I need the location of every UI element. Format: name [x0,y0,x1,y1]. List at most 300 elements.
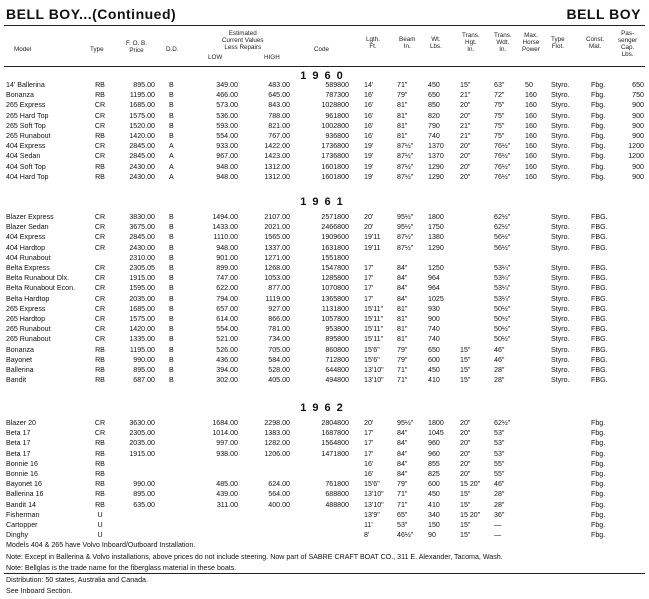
cell-material: FBG. [591,264,608,272]
cell-value-low: 997.00 [216,439,238,448]
cell-trans-width: 46" [494,355,505,364]
cell-weight: 1250 [428,264,444,272]
cell-dd: B [169,355,174,364]
cell-trans-height: 15" [460,366,471,374]
cell-price: 1195.00 [129,91,155,100]
footnote: See Inboard Section. [6,587,73,595]
table-row [0,375,649,385]
cell-code: 589800 [325,81,349,89]
table-row [0,162,649,172]
cell-value-low: 521.00 [216,335,238,344]
cell-type: CR [94,233,106,242]
cell-flotation: Styro. [551,81,570,89]
year-heading: 1962 [300,402,349,414]
table-row [0,530,649,540]
cell-model: Belta Runabout Econ. [6,284,76,293]
cell-model: 265 Runabout [6,335,51,344]
cell-value-high: 400.00 [268,500,290,509]
cell-dd: B [169,325,174,334]
cell-model: Blazer Express [6,213,54,221]
table-row [0,273,649,283]
table-row [0,334,649,344]
cell-length: 15'11" [364,315,384,323]
cell-type: RB [95,376,105,385]
cell-code: 1131800 [321,304,349,313]
cell-capacity: 650 [632,81,644,89]
cell-beam: 71" [397,500,408,509]
cell-length: 19' [364,162,374,171]
cell-trans-width: 62½" [494,213,511,221]
cell-price: 2845.00 [129,152,155,161]
cell-dd: A [169,142,174,151]
cell-type: U [97,521,103,529]
cell-price: 990.00 [133,480,155,489]
cell-flotation: Styro. [551,91,570,100]
col-max-hp: Max. Horse Power [522,32,540,53]
cell-weight: 650 [428,345,440,354]
cell-beam: 81" [397,335,408,344]
cell-value-high: 1271.00 [264,253,290,262]
cell-flotation: Styro. [551,284,570,293]
cell-beam: 87½" [397,243,414,252]
cell-flotation: Styro. [551,172,570,181]
cell-price: 1195.00 [129,345,155,354]
cell-material: Fbg. [591,480,606,489]
cell-model: 14' Ballerina [6,81,45,89]
table-row [0,232,649,242]
cell-code: 1601800 [321,172,349,181]
cell-material: Fbg. [591,490,606,499]
cell-length: 13'9" [364,510,380,519]
cell-trans-width: 55" [494,459,505,468]
cell-beam: 84" [397,264,408,272]
table-row [0,294,649,304]
col-type: Type [90,46,104,53]
cell-trans-height: 15" [460,531,471,540]
cell-dd: B [169,91,174,100]
cell-trans-width: 28" [494,366,505,374]
cell-material: Fbg. [591,521,606,529]
cell-beam: 87½" [397,233,414,242]
cell-model: 404 Express [6,233,46,242]
cell-value-high: 1565.00 [264,233,290,242]
cell-weight: 600 [428,480,440,489]
col-mat: Const. Mat. [586,36,605,50]
cell-trans-height: 20" [460,101,471,110]
cell-trans-width: 76½" [494,162,511,171]
cell-beam: 65" [397,510,408,519]
cell-weight: 90 [428,531,436,540]
cell-material: Fbg. [591,500,606,509]
table-row [0,520,649,530]
col-trans-hgt: Trans. Hgt. In. [462,32,480,53]
cell-length: 11' [364,521,373,529]
cell-value-high: 1282.00 [264,439,290,448]
cell-beam: 87½" [397,142,414,151]
cell-flotation: Styro. [551,376,570,385]
cell-beam: 84" [397,470,408,478]
cell-beam: 87½" [397,172,414,181]
cell-weight: 450 [428,81,440,89]
cell-length: 13'10" [364,366,384,374]
cell-code: 1028800 [321,101,349,110]
cell-dd: B [169,345,174,354]
cell-material: Fbg. [591,172,606,181]
cell-price: 2035.00 [129,439,155,448]
cell-value-low: 933.00 [216,142,238,151]
cell-model: Cartopper [6,521,38,529]
col-dd: D.D. [166,46,179,53]
cell-weight: 600 [428,355,440,364]
cell-length: 17' [364,439,374,448]
cell-value-high: 2107.00 [264,213,290,221]
cell-code: 895800 [325,335,349,344]
cell-value-low: 899.00 [216,264,238,272]
cell-weight: 340 [428,510,440,519]
table-row [0,304,649,314]
table-row [0,253,649,263]
cell-length: 16' [364,101,374,110]
table-row [0,90,649,100]
cell-flotation: Styro. [551,366,570,374]
cell-model: Bayonet [6,355,33,364]
cell-value-high: 1383.00 [264,429,290,438]
cell-model: 404 Sedan [6,152,41,161]
cell-beam: 81" [397,111,408,120]
cell-code: 688800 [325,490,349,499]
cell-code: 1365800 [321,294,349,303]
cell-type: CR [94,152,106,161]
cell-trans-height: 20" [460,419,471,427]
cell-trans-width: 53¼" [494,274,511,283]
cell-model: 265 Runabout [6,132,51,140]
cell-type: CR [94,243,106,252]
cell-max-hp: 160 [525,152,537,161]
table-row [0,131,649,141]
footnote: Models 404 & 265 have Volvo Inboard/Outboard Installation. [6,541,196,549]
cell-length: 17' [364,294,374,303]
cell-material: Fbg. [591,459,606,468]
cell-trans-width: 55" [494,470,505,478]
cell-type: U [97,510,103,519]
cell-trans-width: — [494,531,502,540]
cell-max-hp: 160 [525,111,537,120]
cell-trans-width: 46" [494,480,505,489]
table-row [0,428,649,438]
cell-trans-height: 15" [460,355,471,364]
cell-type: RB [95,480,105,489]
cell-material: Fbg. [591,81,606,89]
cell-type: RB [95,366,105,374]
cell-weight: 964 [428,284,440,293]
cell-code: 1471800 [321,449,349,458]
cell-trans-width: 53" [494,439,505,448]
cell-price: 990.00 [133,355,155,364]
cell-length: 13'10" [364,376,384,385]
cell-beam: 79" [397,355,408,364]
cell-value-low: 622.00 [216,284,238,293]
cell-flotation: Styro. [551,152,570,161]
cell-value-high: 1206.00 [264,449,290,458]
cell-model: Belta Runabout Dlx. [6,274,70,283]
table-row [0,469,649,479]
cell-type: CR [94,121,106,130]
cell-weight: 740 [428,132,440,140]
cell-value-high: 843.00 [268,101,290,110]
cell-value-low: 794.00 [216,294,238,303]
cell-weight: 410 [428,500,440,509]
cell-code: 953800 [325,325,349,334]
col-flot: Type Flot. [551,36,565,50]
table-row [0,172,649,182]
cell-trans-width: — [494,521,502,529]
cell-price: 687.00 [133,376,155,385]
cell-dd: B [169,121,174,130]
cell-code: 1631800 [321,243,349,252]
cell-weight: 410 [428,376,440,385]
cell-flotation: Styro. [551,325,570,334]
cell-code: 2804800 [321,419,349,427]
cell-model: Blazer Sedan [6,223,49,232]
cell-value-high: 1312.00 [264,172,290,181]
col-code: Code [314,46,330,53]
cell-trans-width: 75" [494,121,505,130]
cell-value-low: 466.00 [216,91,238,100]
cell-weight: 964 [428,274,440,283]
cell-dd: A [169,162,174,171]
cell-dd: B [169,284,174,293]
cell-value-low: 536.00 [216,111,238,120]
cell-type: RB [95,439,105,448]
cell-material: Fbg. [591,142,606,151]
cell-type: CR [94,315,106,323]
cell-flotation: Styro. [551,243,570,252]
cell-material: FBG. [591,345,608,354]
cell-trans-height: 15" [460,345,471,354]
cell-type: CR [94,429,106,438]
cell-dd: B [169,294,174,303]
cell-flotation: Styro. [551,315,570,323]
cell-type: CR [94,111,106,120]
table-row [0,459,649,469]
cell-material: Fbg. [591,439,606,448]
cell-model: Beta 17 [6,439,31,448]
col-trans-wdt: Trans. Wdt. In. [494,32,512,53]
cell-trans-width: 75" [494,111,505,120]
cell-trans-height: 20" [460,470,471,478]
cell-price: 2430.00 [129,172,155,181]
table-row [0,449,649,459]
cell-code: 761800 [325,480,349,489]
cell-material: Fbg. [591,449,606,458]
cell-beam: 53" [397,521,408,529]
cell-value-high: 1119.00 [265,294,290,303]
cell-dd: B [169,274,174,283]
cell-price: 3830.00 [129,213,155,221]
cell-weight: 960 [428,439,440,448]
cell-trans-height: 20" [460,162,471,171]
cell-value-low: 394.00 [216,366,238,374]
table-row [0,489,649,499]
cell-price: 1420.00 [129,325,155,334]
cell-flotation: Styro. [551,111,570,120]
cell-flotation: Styro. [551,233,570,242]
cell-material: Fbg. [591,132,606,140]
cell-beam: 71" [397,366,408,374]
cell-code: 961800 [325,111,349,120]
page-header-right: BELL BOY [566,6,641,22]
cell-type: CR [94,101,106,110]
cell-dd: B [169,366,174,374]
cell-dd: B [169,243,174,252]
cell-code: 1687800 [321,429,349,438]
cell-trans-height: 15" [460,521,471,529]
cell-dd: B [169,233,174,242]
cell-value-low: 1433.00 [212,223,238,232]
cell-code: 712800 [325,355,349,364]
cell-value-high: 584.00 [268,355,290,364]
cell-trans-height: 15 20" [460,510,481,519]
cell-flotation: Styro. [551,101,570,110]
column-rule [4,66,645,67]
cell-value-high: 1422.00 [264,142,290,151]
cell-beam: 46½" [397,531,414,540]
cell-material: FBG. [591,315,608,323]
cell-beam: 81" [397,101,408,110]
cell-code: 1002800 [321,121,349,130]
cell-capacity: 1200 [628,152,644,161]
cell-type: CR [94,142,106,151]
cell-price: 2845.00 [129,233,155,242]
cell-beam: 87½" [397,162,414,171]
cell-max-hp: 50 [525,81,533,89]
table-row [0,355,649,365]
cell-model: 265 Express [6,101,46,110]
cell-code: 2571800 [321,213,349,221]
cell-value-low: 349.00 [216,81,238,89]
cell-material: FBG. [591,243,608,252]
cell-material: FBG. [591,223,608,232]
cell-dd: B [169,315,174,323]
cell-type: RB [95,132,105,140]
cell-beam: 84" [397,274,408,283]
cell-weight: 790 [428,121,440,130]
cell-price: 2845.00 [129,142,155,151]
cell-length: 20' [364,213,374,221]
cell-flotation: Styro. [551,213,570,221]
cell-capacity: 900 [632,101,644,110]
cell-length: 19' [364,172,374,181]
cell-trans-width: 28" [494,500,505,509]
cell-material: Fbg. [591,429,606,438]
cell-model: Bonnie 16 [6,459,38,468]
cell-type: CR [94,274,106,283]
cell-value-high: 645.00 [268,91,290,100]
cell-model: Beta 17 [6,449,31,458]
cell-price: 2430.00 [129,243,155,252]
cell-model: 265 Hard Top [6,111,49,120]
cell-model: 265 Hardtop [6,315,46,323]
cell-code: 936800 [325,132,349,140]
cell-type: CR [94,284,106,293]
cell-dd: A [169,152,174,161]
cell-value-low: 1014.00 [212,429,238,438]
cell-weight: 1380 [428,233,444,242]
cell-trans-height: 15" [460,500,471,509]
cell-model: Beta 17 [6,429,31,438]
cell-trans-height: 15" [460,376,471,385]
cell-price: 635.00 [133,500,155,509]
footnote: Distribution: 50 states, Australia and Canada. [6,575,148,584]
cell-weight: 1290 [428,243,444,252]
cell-weight: 740 [428,335,440,344]
cell-material: Fbg. [591,162,606,171]
cell-type: CR [94,419,106,427]
cell-value-high: 1423.00 [264,152,290,161]
cell-code: 644800 [325,366,349,374]
cell-type: RB [95,355,105,364]
cell-value-low: 1494.00 [212,213,238,221]
cell-value-low: 311.00 [216,500,238,509]
cell-dd: B [169,213,174,221]
table-row [0,111,649,121]
cell-material: FBG. [591,213,608,221]
cell-material: Fbg. [591,419,606,427]
cell-trans-width: 75" [494,132,505,140]
cell-code: 1551800 [321,253,349,262]
cell-length: 15'6" [364,345,380,354]
cell-code: 2466800 [321,223,349,232]
cell-price: 1335.00 [129,335,155,344]
cell-value-high: 1312.00 [264,162,290,171]
cell-model: Bandit 14 [6,500,36,509]
cell-value-low: 436.00 [216,355,238,364]
cell-material: FBG. [591,355,608,364]
cell-beam: 81" [397,315,408,323]
cell-trans-width: 53¼" [494,294,511,303]
cell-value-high: 405.00 [268,376,290,385]
cell-weight: 855 [428,459,440,468]
cell-trans-height: 21" [460,91,471,100]
cell-weight: 1800 [428,419,444,427]
cell-value-high: 781.00 [268,325,290,334]
cell-model: 404 Hard Top [6,172,49,181]
cell-material: FBG. [591,325,608,334]
cell-material: Fbg. [591,101,606,110]
cell-model: Dinghy [6,531,29,540]
table-row [0,263,649,273]
col-weight: Wt. Lbs. [430,36,442,50]
cell-material: FBG. [591,366,608,374]
cell-model: Belta Hardtop [6,294,50,303]
cell-value-low: 967.00 [216,152,238,161]
cell-value-low: 657.00 [216,304,238,313]
table-row [0,510,649,520]
cell-value-low: 573.00 [216,101,238,110]
cell-trans-height: 15" [460,81,471,89]
cell-price: 895.00 [133,366,155,374]
cell-dd: B [169,376,174,385]
cell-type: RB [95,91,105,100]
cell-type: RB [95,500,105,509]
cell-trans-width: 63" [494,81,505,89]
cell-type: RB [95,449,105,458]
table-row [0,222,649,232]
cell-weight: 1370 [428,142,444,151]
cell-beam: 81" [397,121,408,130]
table-row [0,243,649,253]
cell-length: 17' [364,284,374,293]
